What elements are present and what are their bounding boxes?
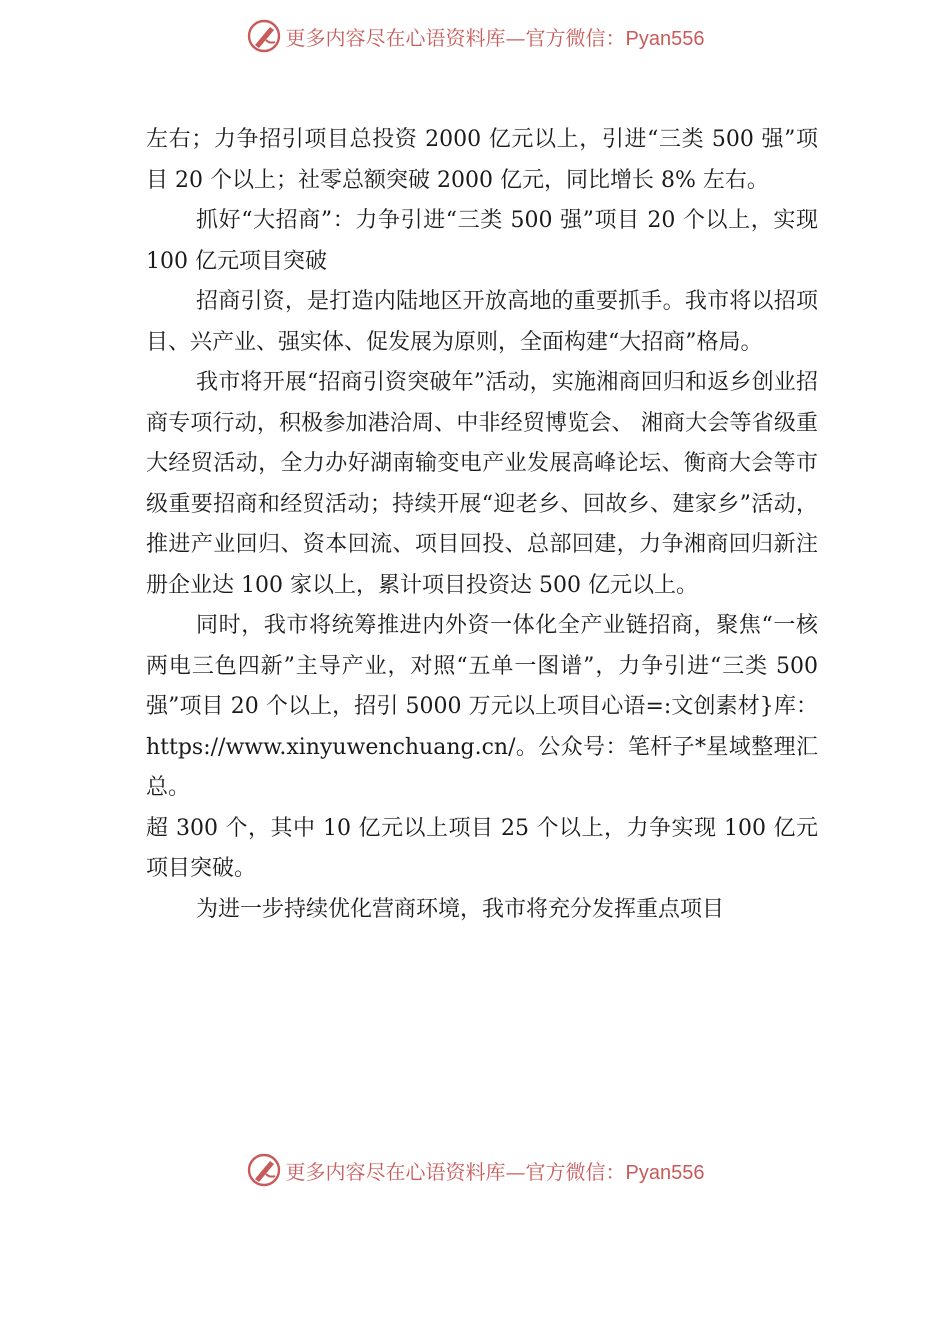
paragraph-heading: 抓好“大招商”：力争引进“三类 500 强”项目 20 个以上，实现 100 亿元项目突破 [146, 208, 818, 274]
wechat-id: Pyan556 [625, 27, 705, 50]
paragraph-5: 超 300 个，其中 10 亿元以上项目 25 个以上，力争实现 100 亿元项目突破。 [146, 815, 818, 881]
paragraph-6: 为进一步持续优化营商环境，我市将充分发挥重点项目 [196, 896, 725, 922]
paragraph-4: 同时，我市将统筹推进内外资一体化全产业链招商，聚焦“一核两电三色四新”主导产业，对照“五单一图谱”，力争引进“三类 500 强”项目 20 个以上，招引 5000 万元以上项目心语=:文创素材}库：https://www.xinyuwenchuang.cn/。公众号：笔杆子*星域整理汇总。 [146, 613, 818, 800]
paragraph-2: 招商引资，是打造内陆地区开放高地的重要抓手。我市将以招项目、兴产业、强实体、促发展为原则，全面构建“大招商”格局。 [146, 289, 818, 355]
paragraph-1: 左右；力争招引项目总投资 2000 亿元以上，引进“三类 500 强”项目 20 个以上；社零总额突破 2000 亿元，同比增长 8% 左右。 [146, 127, 818, 193]
pen-logo-icon [246, 1152, 282, 1188]
header-watermark [0, 16, 950, 56]
document-body [146, 120, 818, 930]
paragraph-3: 我市将开展“招商引资突破年”活动，实施湘商回归和返乡创业招商专项行动，积极参加港洽周、中非经贸博览会、 湘商大会等省级重大经贸活动，全力办好湖南输变电产业发展高峰论坛、衡商大会等市级重要招商和经贸活动；持续开展“迎老乡、回故乡、建家乡”活动，推进产业回归、资本回流、项目回投、总部回建，力争湘商回归新注册企业达 100 家以上，累计项目投资达 500 亿元以上。 [146, 370, 818, 598]
wechat-id: Pyan556 [625, 1161, 705, 1184]
watermark-text: 更多内容尽在心语资料库—官方微信：Pyan556 [285, 25, 705, 50]
pen-logo-icon [246, 18, 282, 54]
footer-watermark [0, 1150, 950, 1190]
watermark-text: 更多内容尽在心语资料库—官方微信：Pyan556 [285, 1159, 705, 1184]
